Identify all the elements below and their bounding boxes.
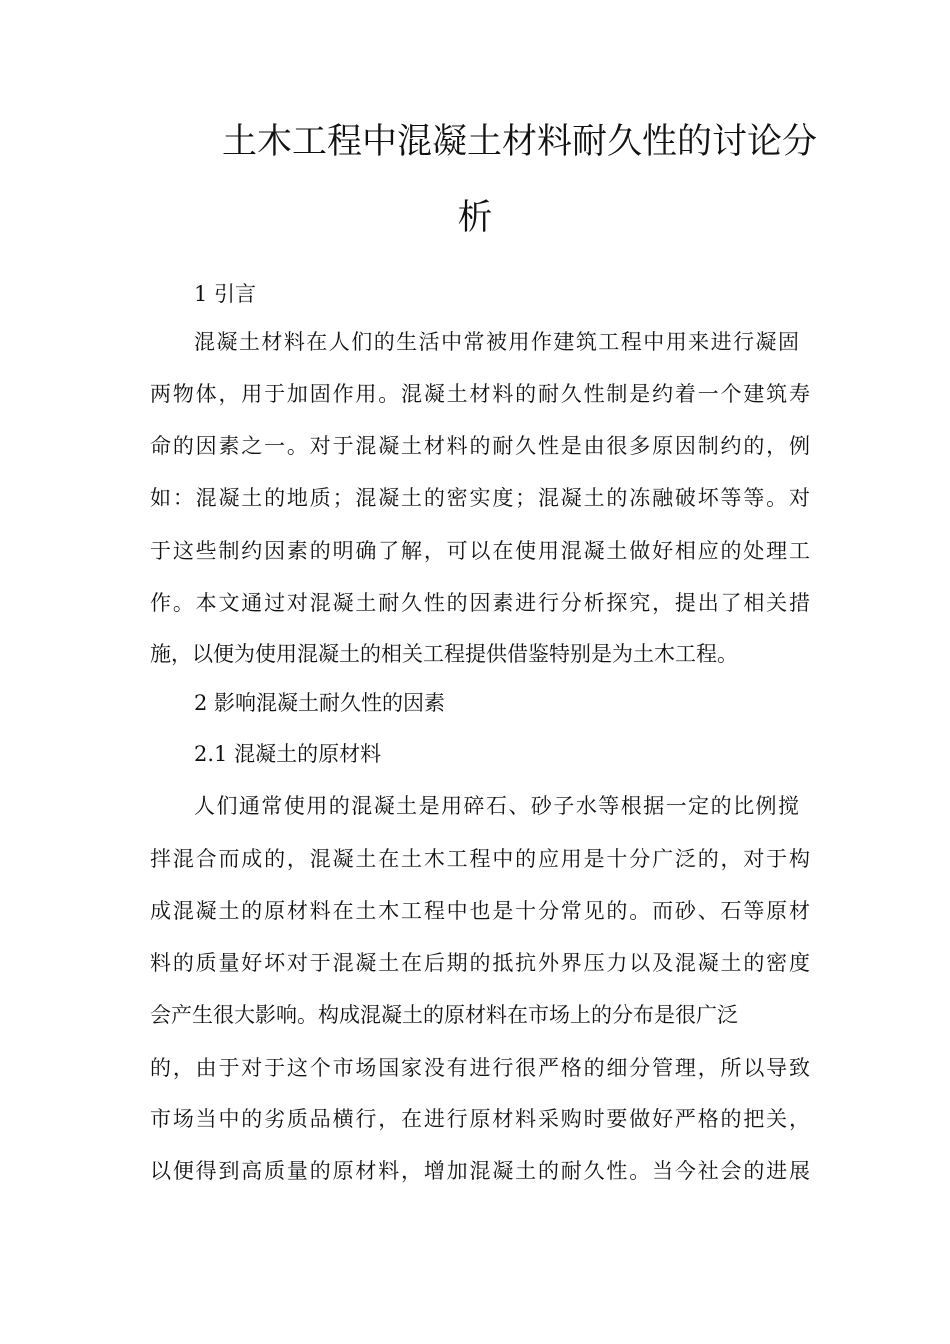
paragraph-line: 会产生很大影响。构成混凝土的原材料在市场上的分布是很广泛 xyxy=(150,1003,738,1027)
section-heading-introduction: 1 引言 xyxy=(194,282,257,306)
paragraph-line: 拌混合而成的，混凝土在土木工程中的应用是十分广泛的，对于构 xyxy=(150,847,810,871)
subsection-heading-raw-materials: 2.1 混凝土的原材料 xyxy=(194,742,382,766)
document-title-line-1: 土木工程中混凝土材料耐久性的讨论分 xyxy=(222,122,818,162)
section-heading-factors: 2 影响混凝土耐久性的因素 xyxy=(194,691,446,715)
paragraph-line: 混凝土材料在人们的生活中常被用作建筑工程中用来进行凝固 xyxy=(194,330,799,354)
paragraph-line: 施，以便为使用混凝土的相关工程提供借鉴特别是为土木工程。 xyxy=(150,642,738,666)
paragraph-line: 以便得到高质量的原材料，增加混凝土的耐久性。当今社会的进展 xyxy=(150,1159,810,1183)
paragraph-line: 市场当中的劣质品横行，在进行原材料采购时要做好严格的把关， xyxy=(150,1107,810,1131)
paragraph-line: 于这些制约因素的明确了解，可以在使用混凝土做好相应的处理工 xyxy=(150,539,810,563)
document-title-line-2: 析 xyxy=(457,198,493,238)
paragraph-line: 成混凝土的原材料在土木工程中也是十分常见的。而砂、石等原材 xyxy=(150,899,810,923)
paragraph-line: 命的因素之一。对于混凝土材料的耐久性是由很多原因制约的，例 xyxy=(150,434,810,458)
paragraph-line: 人们通常使用的混凝土是用碎石、砂子水等根据一定的比例搅 xyxy=(194,794,799,818)
paragraph-line: 作。本文通过对混凝土耐久性的因素进行分析探究，提出了相关措 xyxy=(150,591,810,615)
paragraph-line: 如：混凝土的地质；混凝土的密实度；混凝土的冻融破坏等等。对 xyxy=(150,486,810,510)
paragraph-line: 两物体，用于加固作用。混凝土材料的耐久性制是约着一个建筑寿 xyxy=(150,382,810,406)
paragraph-line: 料的质量好坏对于混凝土在后期的抵抗外界压力以及混凝土的密度 xyxy=(150,951,810,975)
paragraph-line: 的，由于对于这个市场国家没有进行很严格的细分管理，所以导致 xyxy=(150,1056,810,1080)
